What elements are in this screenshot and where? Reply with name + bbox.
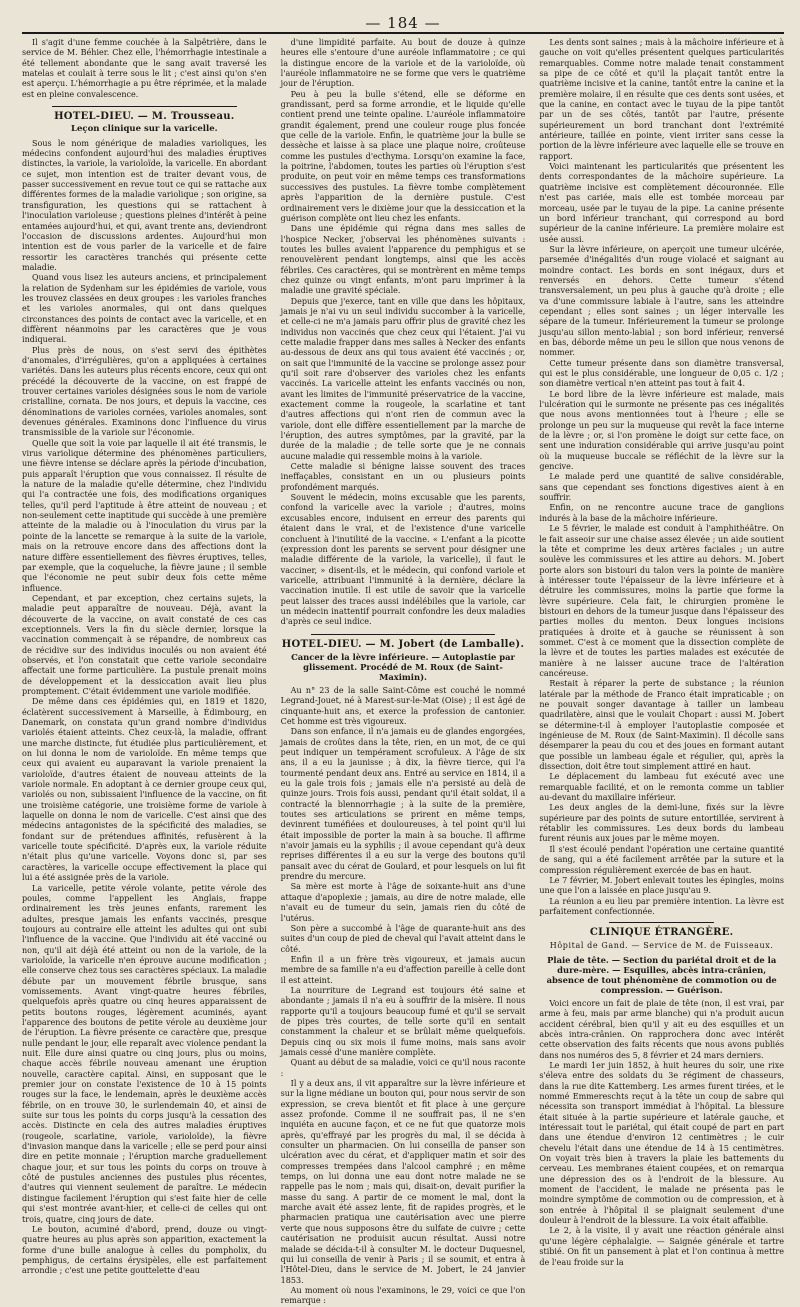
paragraph: Voici encore un fait de plaie de tête (non, il est vrai, par arme à feu, mais par arme blanche) qui n'a produit aucun accident cérébral, bien qu'il y ait eu des esquilles et un abcès intra-crânien. On rapprochera donc avec intérêt cette observation des faits récents que nous avons publiés dans nos numéros des 5, 8 février et 24 mars derniers. xyxy=(539,998,785,1060)
paragraph: La nourriture de Legrand est toujours été saine et abondante ; jamais il n'a eu à souffrir de la misère. Il nous rapporte qu'il a toujours beaucoup fumé et qu'il se servait de pipes très courtes, de telle sorte qu'il en sentait constamment la chaleur et se brûlait même quelquefois. Depuis cinq ou six mois il fume moins, mais sans avoir jamais cessé d'une manière complète. xyxy=(280,985,526,1057)
paragraph: Son père a succombé à l'âge de quarante-huit ans des suites d'un coup de pied de cheval qui l'avait atteint dans le côté. xyxy=(280,923,526,954)
paragraph: Les deux angles de la demi-lune, fixés sur la lèvre supérieure par des points de suture entortillée, servirent à rétablir les commissures. Les deux bords du lambeau furent réunis aux joues par le même moyen. xyxy=(539,803,785,844)
paragraph: Le 5 février, le malade est conduit à l'amphithéâtre. On le fait asseoir sur une chaise assez élevée ; un aide soutient la tête et comprime les deux artères faciales ; un autre soulève les commissures et les attire au dehors. M. Jobert porte alors son bistouri du talon vers la pointe de manière à intéresser toute l'épaisseur de la lèvre inférieure et à détruire les commissures, moins la partie que forme la lèvre supérieure. Cela fait, le chirurgien promène le bistouri en dehors de la tumeur jusque dans l'épaisseur des parties molles du menton. Deux longues incisions pratiquées à droite et à gauche se réunissent à son sommet. C'est à ce moment que la dissection complète de la lèvre et de toutes les parties malades est exécutée de manière à ne laisser aucune trace de l'altération cancéreuse. xyxy=(539,524,785,678)
header-rule xyxy=(22,32,784,34)
section-title: HOTEL-DIEU. — M. Trousseau. xyxy=(54,111,235,123)
paragraph: Il y a deux ans, il vit apparaître sur la lèvre inférieure et sur la ligne médiane un bouton qui, pour nous servir de son expression, se creva bientôt et fit place à une gerçure assez profonde. Comme il ne souffrait pas, il ne s'en inquiéta en aucune façon, et ce ne fut que quatorze mois après, qu'effrayé par les progrès du mal, il se décida à consulter un pharmacien. On lui conseilla de panser son ulcération avec du cérat, et d'appliquer matin et soir des compresses trempées dans l'alcool camphré ; en même temps, on lui donna une eau dont notre malade ne se rappelle pas le nom ; mais qui, disait-on, devait purifier la masse du sang. A partir de ce moment le mal, dont la marche avait été assez lente, fit de rapides progrès, et le pharmacien pratiqua une cautérisation avec une pierre verte que nous supposons être du sulfate de cuivre ; cette cautérisation ne produisit aucun résultat. Aussi notre malade se décida-t-il à consulter M. le docteur Duquesnel, qui lui conseilla de venir à Paris ; il se soumit, et entra à l'Hôtel-Dieu, dans le service de M. Jobert, le 24 janvier 1853. xyxy=(280,1079,526,1285)
newspaper-page xyxy=(22,8,785,1306)
paragraph: Cependant, et par exception, chez certains sujets, la maladie peut apparaître de nouveau. Déjà, avant la découverte de la vaccine, on avait constaté de ces cas exceptionnels. Vers la fin du siècle dernier, lorsque la vaccination commençait à se répandre, de nombreux cas de récidive sur des individus inoculés ou non avaient été observés, et l'on constatait que cette variole secondaire affectait une forme particulière. La pustule prenait moins de développement et la dessiccation avait lieu plus promptement. C'était évidemment une variole modifiée. xyxy=(22,593,267,696)
column-3 xyxy=(539,38,785,1267)
paragraph: Il s'est écoulé pendant l'opération une certaine quantité de sang, qui a été facilement arrêtée par la suture et la compression régulièrement exercée de bas en haut. xyxy=(539,844,785,875)
paragraph: Dans son enfance, il n'a jamais eu de glandes engorgées, jamais de croûtes dans la tête, rien, en un mot, de ce qui peut indiquer un tempérament scrofuleux. A l'âge de six ans, il a eu la jaunisse ; à dix, la fièvre tierce, qui l'a tourmenté pendant deux ans. Entré au service en 1814, il a eu la gale trois fois ; jamais elle n'a persisté au delà de quinze jours. Trois fois aussi, pendant qu'il était soldat, il a contracté la blennorrhagie ; à la suite de la première, toutes ses articulations se prirent en même temps, devinrent tuméfiées et douloureuses, à tel point qu'il lui était impossible de porter la main à sa bouche. Il affirme n'avoir jamais eu la syphilis ; il avoue cependant qu'à deux reprises différentes il a eu sur la verge des boutons qu'il pansait avec du cérat de Goulard, et pour lesquels on lui fit prendre du mercure. xyxy=(280,727,526,882)
paragraph: Le bord libre de la lèvre inférieure est malade, mais l'ulcération qui le surmonte ne présente pas ces inégalités que nous avons mentionnées tout à l'heure ; elle se prolonge un peu sur la muqueuse qui revêt la face interne de la lèvre ; or, si l'on promène le doigt sur cette face, on sent une induration considérable qui arrive jusqu'au point où la muqueuse buccale se réfléchit de la lèvre sur la gencive. xyxy=(539,389,785,472)
paragraph: Quand vous lisez les auteurs anciens, et principalement la relation de Sydenham sur les épidémies de variole, vous les trouvez classées en deux groupes : les varioles franches et les varioles anormales, qui ont dans quelques circonstances des points de contact avec la varicelle, et en diffèrent néanmoins par les caractères que je vous indiquerai. xyxy=(22,273,267,345)
paragraph: Le 7 février, M. Jobert enlevait toutes les épingles, moins une que l'on a laissée en place jusqu'au 9. xyxy=(539,875,785,896)
paragraph: Les dents sont saines ; mais à la mâchoire inférieure et à gauche on voit qu'elles présentent quelques particularités remarquables. Comme notre malade tenait constamment sa pipe de ce côté et qu'il la plaçait tantôt entre la quatrième incisive et la canine, tantôt entre la canine et la première molaire, il en résulte que ces dents sont usées, et que la canine, en contact avec le tuyau de la pipe tantôt par un de ses côtés, tantôt par l'autre, présente supérieurement un bord tranchant dont l'extrémité antérieure, taillée en pointe, vient irriter sans cesse la portion de la lèvre inférieure avec laquelle elle se trouve en rapport. xyxy=(539,38,785,161)
paragraph: Peu à peu la bulle s'étend, elle se déforme en grandissant, perd sa forme arrondie, et le liquide qu'elle contient prend une teinte opaline. L'auréole inflammatoire grandit également, prend une couleur rouge plus foncée que celle de la variole. Enfin, le quatrième jour la bulle se dessèche et laisse à sa place une plaque noire, croûteuse comme les pustules d'ecthyma. Lorsqu'on examine la face, la poitrine, l'abdomen, toutes les parties où l'éruption s'est produite, on peut voir en même temps ces transformations successives des pustules. La fièvre tombe complètement après l'apparition de la dernière pustule. C'est ordinairement vers le dixième jour que la dessiccation et la guérison complète ont lieu chez les enfants. xyxy=(280,89,526,223)
paragraph: Sur la lèvre inférieure, on aperçoit une tumeur ulcérée, parsemée d'inégalités d'un rouge violacé et saignant au moindre contact. Les bords en sont inégaux, durs et renversés en dehors. Cette tumeur s'étend transversalement, un peu plus à gauche qu'à droite ; elle va d'une commissure labiale à l'autre, sans les atteindre cependant ; elles sont saines ; un léger intervalle les sépare de la tumeur. Inférieurement la tumeur se prolonge jusqu'au sillon mento-labial ; son bord inférieur, renversé en bas, déborde même un peu le sillon que nous venons de nommer. xyxy=(539,244,785,358)
paragraph: Le bouton, acuminé d'abord, prend, douze ou vingt-quatre heures au plus après son apparition, exactement la forme d'une bulle analogue à celles du pompholix, du pemphigus, de certains érysipèles, elle est parfaitement arrondie ; c'est une petite gouttelette d'eau xyxy=(22,1224,267,1276)
paragraph: Quelle que soit la voie par laquelle il ait été transmis, le virus variolique détermine des phénomènes particuliers, une fièvre intense se déclare après la période d'incubation, puis apparaît l'éruption que vous connaissez. Il résulte de la nature de la maladie qu'elle détermine, chez l'individu qui l'a contractée une fois, des modifications organiques telles, qu'il perd l'aptitude à être atteint de nouveau ; et non-seulement cette inaptitude qui succède à une première atteinte de la maladie ou à l'inoculation du virus par la pointe de la lancette se remarque à la suite de la variole, mais on la retrouve encore dans des affections dont la nature diffère essentiellement des fièvres éruptives, telles, par exemple, que la coqueluche, la fièvre jaune ; il semble que l'économie ne peut subir deux fois cette même influence. xyxy=(22,438,267,593)
paragraph: Cette maladie si bénigne laisse souvent des traces ineffaçables, consistant en un ou plusieurs points profondément marqués. xyxy=(280,462,526,492)
paragraph: Quant au début de sa maladie, voici ce qu'il nous raconte : xyxy=(280,1058,526,1078)
paragraph: Le déplacement du lambeau fut exécuté avec une remarquable facilité, et on le remonta comme un tablier au-devant du maxillaire inférieur. xyxy=(539,772,785,803)
case-title: Cancer de la lèvre inférieure. — Autoplastie par glissement. Procédé de M. Roux (de Saint-Maximin). xyxy=(291,651,515,682)
paragraph: Plus près de nous, on s'est servi des épithètes d'anomales, d'irrégulières, qu'on a appliquées à certaines variétés. Dans les auteurs plus récents encore, ceux qui ont précédé la découverte de la vaccine, on est frappé de trouver certaines varioles désignées sous le nom de variole cristalline, cornata. De nos jours, et depuis la vaccine, ces dénominations de varioles cornées, varioles anomales, sont devenues générales. Examinons donc l'influence du virus transmissible de la variole sur l'économie. xyxy=(22,345,267,438)
paragraph: La réunion a eu lieu par première intention. La lèvre est parfaitement confectionnée. xyxy=(539,896,785,916)
paragraph: Au moment où nous l'examinons, le 29, voici ce que l'on remarque : xyxy=(280,1285,526,1306)
paragraph: d'une limpidité parfaite. Au bout de douze à quinze heures elle s'entoure d'une auréole inflammatoire ; ce qui la distingue encore de la variole et de la varioloïde, où l'auréole inflammatoire ne se forme que vers le quatrième jour de l'éruption. xyxy=(280,38,526,89)
paragraph: Restait à réparer la perte de substance ; la réunion latérale par la méthode de Franco était impraticable ; on ne pouvait songer davantage à tailler un lambeau quadrilatère, ainsi que le voulait Chopart : aussi M. Jobert se détermine-t-il à employer l'autoplastie composée et ingénieuse de M. Roux (de Saint-Maximin). Il décolle sans désemparer la peau du cou et des joues en formant autant que possible un lambeau égale et régulier, qui, après la dissection, doit être tout simplement attiré en haut. xyxy=(539,679,785,772)
paragraph: Depuis que j'exerce, tant en ville que dans les hôpitaux, jamais je n'ai vu un seul individu succomber à la varicelle, et celle-ci ne m'a jamais paru offrir plus de gravité chez les individus non vaccinés que chez ceux qui l'étaient. J'ai vu cette maladie frapper dans mes salles à Necker des enfants au-dessous de deux ans qui tous avaient été vaccinés ; or, on sait que l'immunité de la vaccine se prolonge assez pour qu'il soit rare d'observer des varioles chez les enfants vaccinés. La varicelle atteint les enfants vaccinés ou non, avant les limites de l'immunité préservatrice de la vaccine, exactement comme la rougeole, la scarlatine et tant d'autres affections qui n'ont rien de commun avec la variole, dont elle diffère essentiellement par la marche de l'éruption, des autres symptômes, par la gravité, par la durée de la maladie ; de telle sorte que je ne connais aucune maladie qui ressemble moins à la variole. xyxy=(280,296,526,461)
paragraph: Voici maintenant les particularités que présentent les dents correspondantes de la mâchoire supérieure. La quatrième incisive est complètement découronnée. Elle n'est pas cariée, mais elle est tombée morceau par morceau, usée par le tuyau de la pipe. La canine présente un bord inférieur tranchant, qui correspond au bord supérieur de la canine inférieure. La première molaire est usée aussi. xyxy=(539,162,785,244)
paragraph: Sous le nom générique de maladies varioliques, les médecins confondent aujourd'hui des maladies éruptives distinctes, la variole, la varioloïde, la varicelle. En abordant ce sujet, mon intention est de traiter devant vous, de passer successivement en revue tout ce qui se rattache aux différentes formes de la maladie variolique ; son origine, sa transfiguration, les questions qui se rattachent à l'inoculation varioleuse ; questions pleines d'intérêt à peine entamées aujourd'hui, et qui, avant trente ans, deviendront l'occasion de discussions ardentes. Aujourd'hui mon intention est de vous parler de la varicelle et de faire ressortir les caractères tranchés qui présente cette maladie. xyxy=(22,138,267,272)
paragraph: Au n° 23 de la salle Saint-Côme est couché le nommé Legrand-Jouet, né à Marest-sur-le-Mat (Oise) ; il est âgé de cinquante-huit ans, et exerce la profession de cantonier. Cet homme est très vigoureux. xyxy=(280,685,526,726)
hospital-subtitle: Hôpital de Gand. — Service de M. de Fuisseaux. xyxy=(549,940,774,950)
paragraph: De même dans ces épidémies qui, en 1819 et 1820, éclatèrent successivement à Marseille, à Édimbourg, en Danemark, on constata qu'un grand nombre d'individus variolés étaient atteints. Chez ceux-là, la maladie, offrant une marche distincte, fut étudiée plus particulièrement, et on lui donna le nom de varioloïde. En même temps que ceux qui avaient eu auparavant la variole prenaient la varioloïde, d'autres étaient de nouveau atteints de la variole normale. En adoptant à ce dernier groupe ceux qui, variolés ou non, subissaient l'influence de la vaccine, on fit une troisième catégorie, une troisième forme de variole à laquelle on donna le nom de varicelle. C'est ainsi que des médecins antagonistes de la spécificité des maladies, se fondant sur de prétendues affinités, refusèrent à la varicelle toute spécificité. D'après eux, la variole réduite n'était plus qu'une varicelle. Voyons donc si, par ses caractères, la varicelle occupe effectivement la place qui lui a été assignée près de la variole. xyxy=(22,697,267,883)
paragraph: Il s'agit d'une femme couchée à la Salpêtrière, dans le service de M. Béhier. Chez elle, l'hémorrhagie intestinale a été tellement abondante que le sang avait traversé les matelas et coulait à terre sous le lit ; c'est ainsi qu'on s'en est aperçu. L'hémorrhagie a pu être réprimée, et la malade est en pleine convalescence. xyxy=(22,38,267,99)
section-divider xyxy=(52,106,237,107)
paragraph: Souvent le médecin, moins excusable que les parents, confond la varicelle avec la variole ; d'autres, moins excusables encore, induisent en erreur des parents qui étaient dans le vrai, et de l'existence d'une varicelle concluent à l'inutilité de la vaccine. « L'enfant a la picotte (expression dont les parents se servent pour désigner une maladie différente de la variole, la varicelle), il faut le vacciner, » disent-ils, et le médecin, qui confond variole et varicelle, attribuant l'immunité à la dernière, déclare la vaccination inutile. Il est utile de savoir que la varicelle peut laisser des traces aussi indélébiles que la variole, car un médecin inattentif pourrait confondre les deux maladies d'après ce seul indice. xyxy=(280,493,526,627)
case-title: Plaie de tête. — Section du pariétal droit et de la dure-mère. — Esquilles, abcès intra-crânien, absence de tout phénomène de commotion ou de compression. — Guérison. xyxy=(546,954,777,995)
section-divider xyxy=(609,922,714,923)
lecture-title: Leçon clinique sur la varicelle. xyxy=(71,124,218,135)
column-1 xyxy=(22,38,267,1276)
paragraph: Enfin, on ne rencontre aucune trace de ganglions indurés à la base de la mâchoire inférieure. xyxy=(539,503,785,523)
paragraph: Enfin il a un frère très vigoureux, et jamais aucun membre de sa famille n'a eu d'affection pareille à celle dont il est atteint. xyxy=(280,954,526,985)
section-title: CLINIQUE ÉTRANGÈRE. xyxy=(589,927,734,939)
page-header xyxy=(22,8,784,34)
page-number: — 184 — xyxy=(365,14,441,32)
column-2 xyxy=(280,38,526,1306)
paragraph: Dans une épidémie qui régna dans mes salles de l'hospice Necker, j'observai les phénomènes suivants : toutes les bulles avaient l'apparence du pemphigus et se renouvelèrent pendant longtemps, ainsi que les accès fébriles. Ces caractères, qui se montrèrent en même temps chez quinze ou vingt enfants, m'ont paru imprimer à la maladie une gravité spéciale. xyxy=(280,224,526,296)
paragraph: Le malade perd une quantité de salive considérable, sans que cependant ses fonctions digestives aient à en souffrir. xyxy=(539,472,785,503)
section-title: HOTEL-DIEU. — M. Jobert (de Lamballe). xyxy=(281,638,525,650)
paragraph: Le mardi 1er juin 1852, à huit heures du soir, une rixe s'éleva entre des soldats du 3e régiment de chasseurs, dans la rue dite Kattemberg. Les armes furent tirées, et le nommé Emmereschts reçut à la tête un coup de sabre qui nécessita son transport immédiat à l'hôpital. La blessure était située à la partie supérieure et latérale gauche, et intéressait tout le pariétal, qui était coupé de part en part dans une étendue d'environ 12 centimètres ; le cuir chevelu l'était dans une étendue de 14 à 15 centimètres. On voyait très bien à travers la plaie les battements du cerveau. Les membranes étaient coupées, et on remarqua une dépression des os à l'endroit de la blessure. Au moment de l'accident, le malade ne présenta pas le moindre symptôme de commotion ou de compression, et à son entrée à l'hôpital il se plaignait seulement d'une douleur à l'endroit de la blessure. La voix était affaiblie. xyxy=(539,1060,785,1226)
section-divider xyxy=(311,634,496,635)
paragraph: Sa mère est morte à l'âge de soixante-huit ans d'une attaque d'apoplexie ; jamais, au dire de notre malade, elle n'avait eu de tumeur du sein, jamais rien du côté de l'utérus. xyxy=(280,882,526,923)
paragraph: La varicelle, petite vérole volante, petite vérole des poules, comme l'appellent les Anglais, frappe ordinairement les très jeunes enfants, rarement les adultes, presque jamais les enfants vaccinés, presque toujours au contraire elle atteint les adultes qui ont subi l'influence de la vaccine. Que l'individu ait été vacciné ou non, qu'il ait déjà été atteint ou non de la variole, de la varioloïde, la varicelle n'en éprouve aucune modification ; elle conserve chez tous ses caractères spéciaux. La maladie débute par un mouvement fébrile brusque, sans vomissements. Avant vingt-quatre heures fébriles, quelquefois après quatre ou cinq heures apparaissent de petits boutons rouges, légèrement acuminés, ayant l'apparence des boutons de petite vérole au deuxième jour de l'éruption. La fièvre présente ce caractère que, presque nulle pendant le jour, elle reparaît avec violence pendant la nuit. Elle dure ainsi quatre ou cinq jours, plus ou moins, chaque accès fébrile nouveau amenant une éruption nouvelle, caractère capital. Ainsi, en supposant que le premier jour on constate l'existence de 10 à 15 points rouges sur la face, le lendemain, après le deuxième accès fébrile, on en trouve 30, le surlendemain 40, et ainsi de suite sur tous les points du corps jusqu'à la cessation des accès. Distincte en cela des autres maladies éruptives (rougeole, scarlatine, variole, varioloïde), la fièvre d'invasion manque dans la varicelle ; elle se perd pour ainsi dire en petite monnaie ; l'éruption marche graduellement chaque jour, et sur tous les points du corps on trouve à côté de pustules anciennes des pustules plus récentes, d'autres qui viennent seulement de paraître. Le médecin distingue facilement l'éruption qui s'est faite hier de celle qui s'est montrée avant-hier, et celle-ci de celles qui ont trois, quatre, cinq jours de date. xyxy=(22,883,267,1224)
paragraph: Cette tumeur présente dans son diamètre transversal, qui est le plus considérable, une longueur de 0,05 c. 1/2 ; son diamètre vertical n'en atteint pas tout à fait 4. xyxy=(539,358,785,389)
paragraph: Le 2, à la visite, il y avait une réaction générale ainsi qu'une légère céphalalgie. — Saignée générale et tartre stibié. On fit un pansement à plat et l'on continua à mettre de l'eau froide sur la xyxy=(539,1226,785,1267)
text-columns xyxy=(22,38,785,1306)
